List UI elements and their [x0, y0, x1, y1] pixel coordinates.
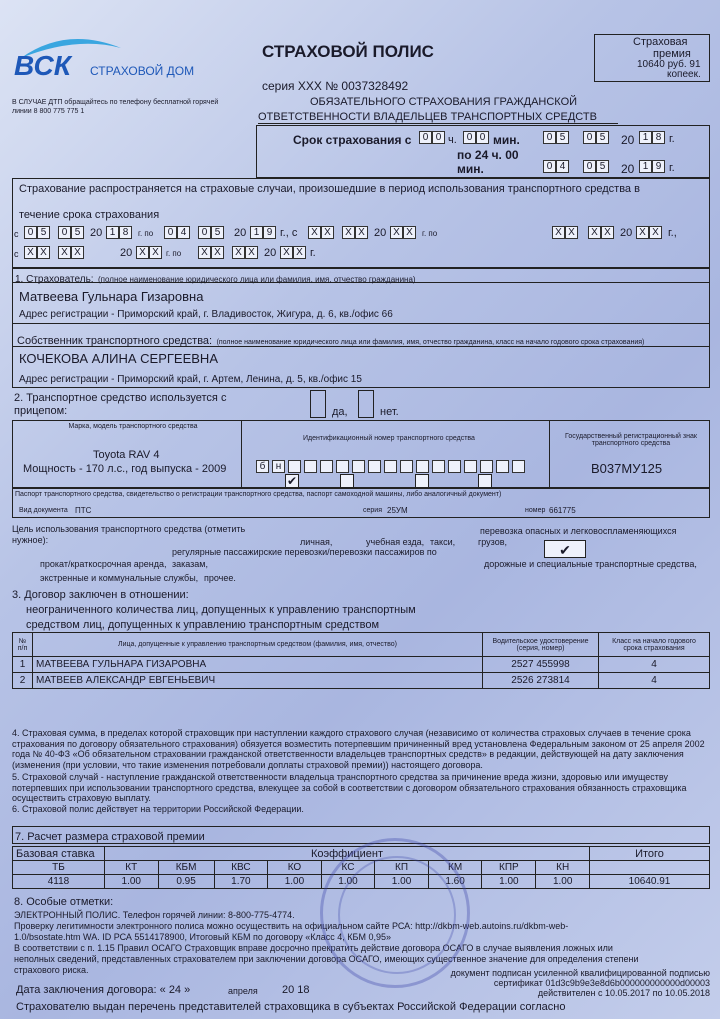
table-row: 1 МАТВЕЕВА ГУЛЬНАРА ГИЗАРОВНА 2527 455998 4	[13, 657, 710, 673]
vehicle-type-checkbox-1[interactable]: ✔	[286, 474, 298, 488]
policy-series: серия ХХХ № 0037328492	[262, 79, 409, 93]
docs-section: Паспорт транспортного средства, свидетельство о регистрации транспортного средства, паспорт самоходной машины, либо аналогичный документ) Вид документа ПТС серия 25УМ номер 661775	[12, 488, 710, 518]
term-from-min-1: 0	[463, 131, 476, 144]
page-title: СТРАХОВОЙ ПОЛИС	[262, 42, 434, 61]
vehicle-make: Toyota RAV 4	[93, 449, 160, 461]
logo-sub: СТРАХОВОЙ ДОМ	[90, 64, 195, 78]
trailer-no-checkbox[interactable]	[358, 390, 374, 418]
vehicle-reg-number: В037МУ125	[591, 461, 663, 476]
premium-amount: 10640 руб. 91	[637, 59, 701, 70]
doc-series: 25УМ	[387, 506, 408, 515]
purpose-label: Цель использования транспортного средства (отметить нужное):	[12, 524, 246, 545]
trailer-yes-checkbox[interactable]	[310, 390, 326, 418]
term-box: Срок страхования с 0 0 ч. 0 0 мин. 0 5 0 5 20 1 8 г. по 24 ч. 00 мин. 0 4 0 5 20 1 9 г.	[256, 125, 710, 178]
period-dates: с 0 5 0 5 20 1 8 г. по 0 4 0 5 20 1 9 г., с Х Х Х Х 20 Х Х г. по Х Х Х Х 20 Х Х г., с Х Х Х Х 20 Х Х г. по Х Х Х Х 20 Х Х г.	[14, 227, 677, 259]
calc-label: 7. Расчет размера страховой премии	[12, 826, 710, 844]
doc-number: 661775	[549, 506, 576, 515]
insurer-name: Матвеева Гульнара Гизаровна	[19, 289, 204, 304]
trailer-label: 2. Транспортное средство используется с прицепом:	[14, 392, 227, 417]
term-from-min-2: 0	[476, 131, 489, 144]
company-seal-icon	[320, 838, 470, 988]
clause-6: 6. Страховой полис действует на территории Российской Федерации.	[12, 804, 304, 814]
contract-date: Дата заключения договора: « 24 »	[16, 984, 191, 996]
clause-4: 4. Страховая сумма, в пределах которой страховщик при наступлении каждого страхового случая (независимо от количества страховых случаев в течение срока страхования по договору обязательного страхования) обязуется возместить потерпевшим причиненный вред установлена Федеральным законом от 25 апреля 2002 года № 40-ФЗ «Об обязательном страховании гражданской ответственности владельцев транспортных средств» в редакции, действующей на дату заключения (изменения (при условии, что такие изменения потребовали доплаты страховой премии)) настоящего договора.	[12, 728, 705, 770]
special-label: 8. Особые отметки:	[14, 896, 114, 908]
owner-name: КОЧЕКОВА АЛИНА СЕРГЕЕВНА	[19, 351, 218, 366]
purpose-checkbox[interactable]: ✔	[544, 540, 586, 558]
insurer-section: 1. Страхователь: (полное наименование юридического лица или фамилия, имя, отчество гражданина) Матвеева Гульнара Гизаровна Адрес регистрации - Приморский край, г. Владивосток, Жигура, д. 6, кв./офис 66 Собственник транспортного средства: (полное наименование юридического лица или фамилия, имя, отчество гражданина, класс на начало годового срока страхования) КОЧЕКОВА АЛИНА СЕРГЕЕВНА Адрес регистрации - Приморский край, г. Артем, Ленина, д. 5, кв./офис 15	[12, 268, 710, 388]
term-from-hours-2: 0	[432, 131, 445, 144]
owner-address: Адрес регистрации - Приморский край, г. Артем, Ленина, д. 5, кв./офис 15	[19, 374, 362, 385]
logo	[12, 36, 212, 86]
table-row: 2 МАТВЕЕВ АЛЕКСАНДР ЕВГЕНЬЕВИЧ 2526 273814 4	[13, 673, 710, 689]
clause-5: 5. Страховой случай - наступление гражданской ответственности владельца транспортного средства за причинение вреда жизни, здоровью или имуществу потерпевших при использовании транспортного средства, влекущее за собой в соответствии с договором обязательного страхования обязанность страховщика осуществить страховую выплату.	[12, 772, 687, 803]
signature-block: документ подписан усиленной квалифицированной подписью сертификат 01d3c9b9e3e8d6b000000000000d00003 действителен с 10.05.2017 по 10.05.2018	[450, 968, 710, 998]
subtitle-line1: ОБЯЗАТЕЛЬНОГО СТРАХОВАНИЯ ГРАЖДАНСКОЙ	[310, 96, 578, 108]
premium-box: Страховая премия 10640 руб. 91 копеек.	[594, 34, 710, 82]
footer-note: Страхователю выдан перечень представителей страховщика в субъектах Российской Федерации согласно	[16, 1001, 566, 1013]
calc-total: 10640.91	[590, 875, 710, 889]
vehicle-power: Мощность - 170 л.с., год выпуска - 2009	[23, 463, 227, 475]
drivers-table: № п/п Лица, допущенные к управлению транспортным средством (фамилия, имя, отчество) Водительское удостоверение (серия, номер) Класс на начало годового срока страхования 1 МАТВЕЕВА ГУЛЬНАРА ГИЗАРОВНА 2527 455998 4 2 МАТВЕЕВ АЛЕКСАНДР ЕВГЕНЬЕВИЧ 2526 273814 4	[12, 632, 710, 689]
table-row: 4118 1.00 0.95 1.70 1.00 1.00 1.00 1.60 1.00 1.00 10640.91	[13, 875, 710, 889]
logo-main: ВСК	[14, 50, 71, 81]
hotline: В СЛУЧАЕ ДТП обращайтесь по телефону бесплатной горячей линии 8 800 775 775 1	[12, 99, 219, 115]
term-from-hours-1: 0	[419, 131, 432, 144]
calc-table: Базовая ставка Коэффициент Итого ТБ КТ КБМ КВС КО КС КП КМ КПР КН 4118 1.00 0.95 1.70 1.00 1.00 1.00 1.60 1.00 1.00 10640.91	[12, 846, 710, 889]
vehicle-type-checkbox-2[interactable]	[340, 474, 354, 488]
vehicle-type-checkbox-3[interactable]	[415, 474, 429, 488]
vehicle-type-checkbox-4[interactable]	[478, 474, 492, 488]
doc-type: ПТС	[75, 506, 92, 515]
vehicle-section: Марка, модель транспортного средства Toyota RAV 4 Мощность - 170 л.с., год выпуска - 2009 Идентификационный номер транспортного средства Государственный регистрационный знак транспортного средства В037МУ125	[12, 420, 710, 488]
period-box: Страхование распространяется на страховые случаи, произошедшие в период использования транспортного средства в течение срока страхования	[12, 178, 710, 268]
subtitle-line2: ОТВЕТСТВЕННОСТИ ВЛАДЕЛЬЦЕВ ТРАНСПОРТНЫХ СРЕДСТВ	[258, 111, 618, 124]
insurer-address: Адрес регистрации - Приморский край, г. Владивосток, Жигура, д. 6, кв./офис 66	[19, 309, 393, 320]
contract-label: 3. Договор заключен в отношении:	[12, 589, 189, 601]
